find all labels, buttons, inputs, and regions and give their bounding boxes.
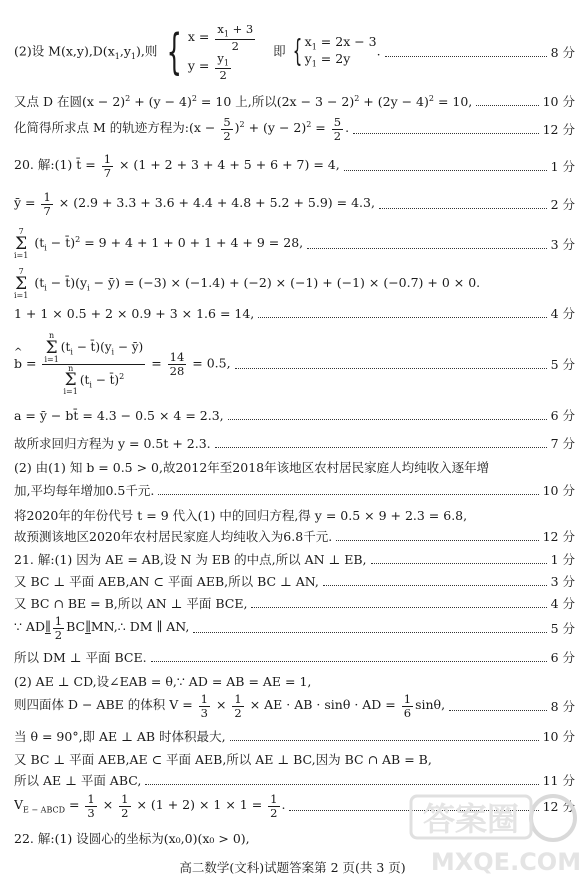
score-label: 1 分 (550, 159, 575, 174)
leader-dots (323, 585, 547, 586)
answer-line-23 (14, 727, 575, 745)
answer-line-9 (14, 328, 575, 400)
leader-dots (215, 447, 547, 448)
answer-text: 将2020年的年份代号 t = 9 代入(1) 中的回归方程,得 ^ y = 0.5 × 9 + 2.3 = 6.8, (14, 506, 467, 524)
answer-line-7 (14, 266, 575, 302)
leader-dots (145, 784, 538, 785)
answer-line-15 (14, 527, 575, 545)
answer-text: (2)设 $M(x,y),D(x_1,y_1)$,则 { x = $\frac{x_1 + 3}{2}$ y = $\frac{y_1}{2}$ 即 { $x_1 = 2x - 3$ $y_1 = 2y$ . (14, 23, 381, 81)
leader-dots (228, 419, 547, 420)
answer-text: 又 BC ⊥ 平面 AEB,AN ⊂ 平面 AEB,所以 BC ⊥ AN, (14, 574, 319, 589)
answer-line-10 (14, 405, 575, 425)
answer-text: 7 Σ i=1 ($t_i$ − t̄)$^2$ = 9 + 4 + 1 + 0 + 1 + 4 + 9 = 28, (14, 228, 304, 260)
svg-text:答案圈: 答案圈 (422, 800, 520, 838)
score-label: 7 分 (550, 436, 575, 451)
answer-text: 又 BC ⊥ 平面 AEB,AE ⊂ 平面 AEB,所以 AE ⊥ BC,因为 BC ∩ AB = B, (14, 752, 432, 767)
answer-line-5 (14, 191, 575, 217)
answer-text: 又点 D 在圆$(x - 2)^2 + (y - 4)^2 = 10$ 上,所以$(2x - 3 - 2)^2 + (2y - 4)^2 = 10$, (14, 93, 473, 109)
answer-line-17 (14, 572, 575, 590)
leader-dots (151, 661, 547, 662)
answer-text: 1 + 1 × 0.5 + 2 × 0.9 + 3 × 1.6 = 14, (14, 305, 255, 321)
answer-line-2 (14, 92, 575, 110)
answer-text: ∵ AD∥ $\frac{1}{2}$ BC∥MN,∴ DM ∥ AN, (14, 615, 190, 641)
answer-line-13 (14, 481, 575, 499)
score-label: 4 分 (550, 306, 575, 321)
answer-text: ȳ = $\frac{1}{7}$ × (2.9 + 3.3 + 3.6 + 4.4 + 4.8 + 5.2 + 5.9) = 4.3, (14, 191, 375, 217)
score-label: 5 分 (550, 357, 575, 372)
leader-dots (449, 710, 547, 711)
answer-text: (2) 由(1) 知 b = 0.5 > 0,故2012年至2018年该地区农村居民家庭人均纯收入逐年增 (14, 460, 490, 475)
answer-text: 加,平均每年增加0.5千元. (14, 483, 155, 498)
answer-text: 22. 解:(1) 设圆心的坐标为(x₀,0)(x₀ > 0), (14, 831, 250, 846)
answer-line-18 (14, 594, 575, 612)
answer-line-4 (14, 153, 575, 179)
leader-dots (307, 248, 546, 249)
score-label: 8 分 (550, 45, 575, 60)
score-label: 3 分 (550, 237, 575, 252)
score-label: 4 分 (550, 596, 575, 611)
answer-text: (2) AE ⊥ CD,设∠EAB = θ,∵ AD = AB = AE = 1, (14, 674, 312, 689)
answer-line-8 (14, 304, 575, 322)
answer-text: 21. 解:(1) 因为 AE = AB,设 N 为 EB 的中点,所以 AN ⊥ EB, (14, 552, 367, 567)
leader-dots (251, 607, 546, 608)
leader-dots (193, 632, 546, 633)
score-label: 2 分 (550, 197, 575, 212)
answer-line-21 (14, 672, 575, 690)
answer-line-1 (14, 16, 575, 88)
score-label: 12 分 (542, 529, 575, 544)
leader-dots (258, 317, 546, 318)
score-label: 10 分 (542, 94, 575, 109)
score-label: 6 分 (550, 408, 575, 423)
answer-text: 当 θ = 90°,即 AE ⊥ AB 时体积最大, (14, 729, 226, 744)
answer-line-24 (14, 750, 575, 768)
answer-line-16 (14, 550, 575, 568)
answer-text: $V_{E - ABCD}$ = $\frac{1}{3}$ × $\frac{1}{2}$ × (1 + 2) × 1 × 1 = $\frac{1}{2}$ . (14, 793, 286, 819)
answer-line-11 (14, 433, 575, 453)
svg-text:MXQE.COM: MXQE.COM (430, 848, 581, 876)
answer-line-19 (14, 614, 575, 642)
answer-text: 又 BC ∩ BE = B,所以 AN ⊥ 平面 BCE, (14, 596, 248, 611)
score-label: 1 分 (550, 552, 575, 567)
leader-dots (476, 105, 538, 106)
answer-line-25 (14, 771, 575, 789)
score-label: 12 分 (542, 799, 575, 814)
answer-line-22 (14, 692, 575, 720)
leader-dots (158, 494, 538, 495)
answer-line-3 (14, 116, 575, 142)
answer-line-6 (14, 226, 575, 262)
answer-text: 所以 DM ⊥ 平面 BCE. (14, 650, 147, 665)
leader-dots (230, 740, 539, 741)
answer-text: ^ b = n Σ i=1 ($t_i$ − $t̄)(y_i$ − ȳ) n Σ i=1 ($t_i$ − t̄)$^2$ = $\frac{14}{28}$ = 0.5, (14, 332, 231, 396)
score-label: 12 分 (542, 122, 575, 137)
score-label: 5 分 (550, 621, 575, 636)
score-label: 3 分 (550, 574, 575, 589)
answer-text: 化简得所求点 M 的轨迹方程为:(x − $\frac{5}{2}$ )$^2 + (y - 2)^2$ = $\frac{5}{2}$ . (14, 116, 350, 142)
score-label: 11 分 (542, 773, 575, 788)
score-label: 8 分 (550, 699, 575, 714)
score-label: 10 分 (542, 729, 575, 744)
answer-text: 故预测该地区2020年农村居民家庭人均纯收入为6.8千元. (14, 529, 333, 544)
answer-line-14 (14, 505, 575, 525)
answer-line-12 (14, 458, 575, 476)
leader-dots (235, 368, 547, 369)
answer-line-20 (14, 648, 575, 666)
leader-dots (336, 540, 538, 541)
answer-text: 故所求回归方程为 ^ y = 0.5t + 2.3. (14, 434, 211, 452)
score-label: 6 分 (550, 650, 575, 665)
answer-text: 所以 AE ⊥ 平面 ABC, (14, 773, 142, 788)
answer-text: ^ a = ȳ − ^ bt̄ = 4.3 − 0.5 × 4 = 2.3, (14, 408, 224, 423)
leader-dots (385, 56, 547, 57)
answer-text: 则四面体 D − ABE 的体积 V = $\frac{1}{3}$ × $\frac{1}{2}$ × AE · AB · sinθ · AD = $\frac{1}{6}$ sinθ, (14, 693, 446, 719)
leader-dots (353, 133, 539, 134)
leader-dots (379, 208, 547, 209)
answer-text: 7 Σ i=1 ($t_i$ − $t̄)(y_i$ − ȳ) = (−3) × (−1.4) + (−2) × (−1) + (−1) × (−0.7) + 0 × 0. (14, 268, 481, 300)
page-footer: 高二数学(文科)试题答案第 2 页(共 3 页) (179, 860, 406, 875)
leader-dots (371, 563, 547, 564)
answer-text: 20. 解:(1) t̄ = $\frac{1}{7}$ × (1 + 2 + 3 + 4 + 5 + 6 + 7) = 4, (14, 153, 340, 179)
score-label: 10 分 (542, 483, 575, 498)
leader-dots (344, 170, 547, 171)
